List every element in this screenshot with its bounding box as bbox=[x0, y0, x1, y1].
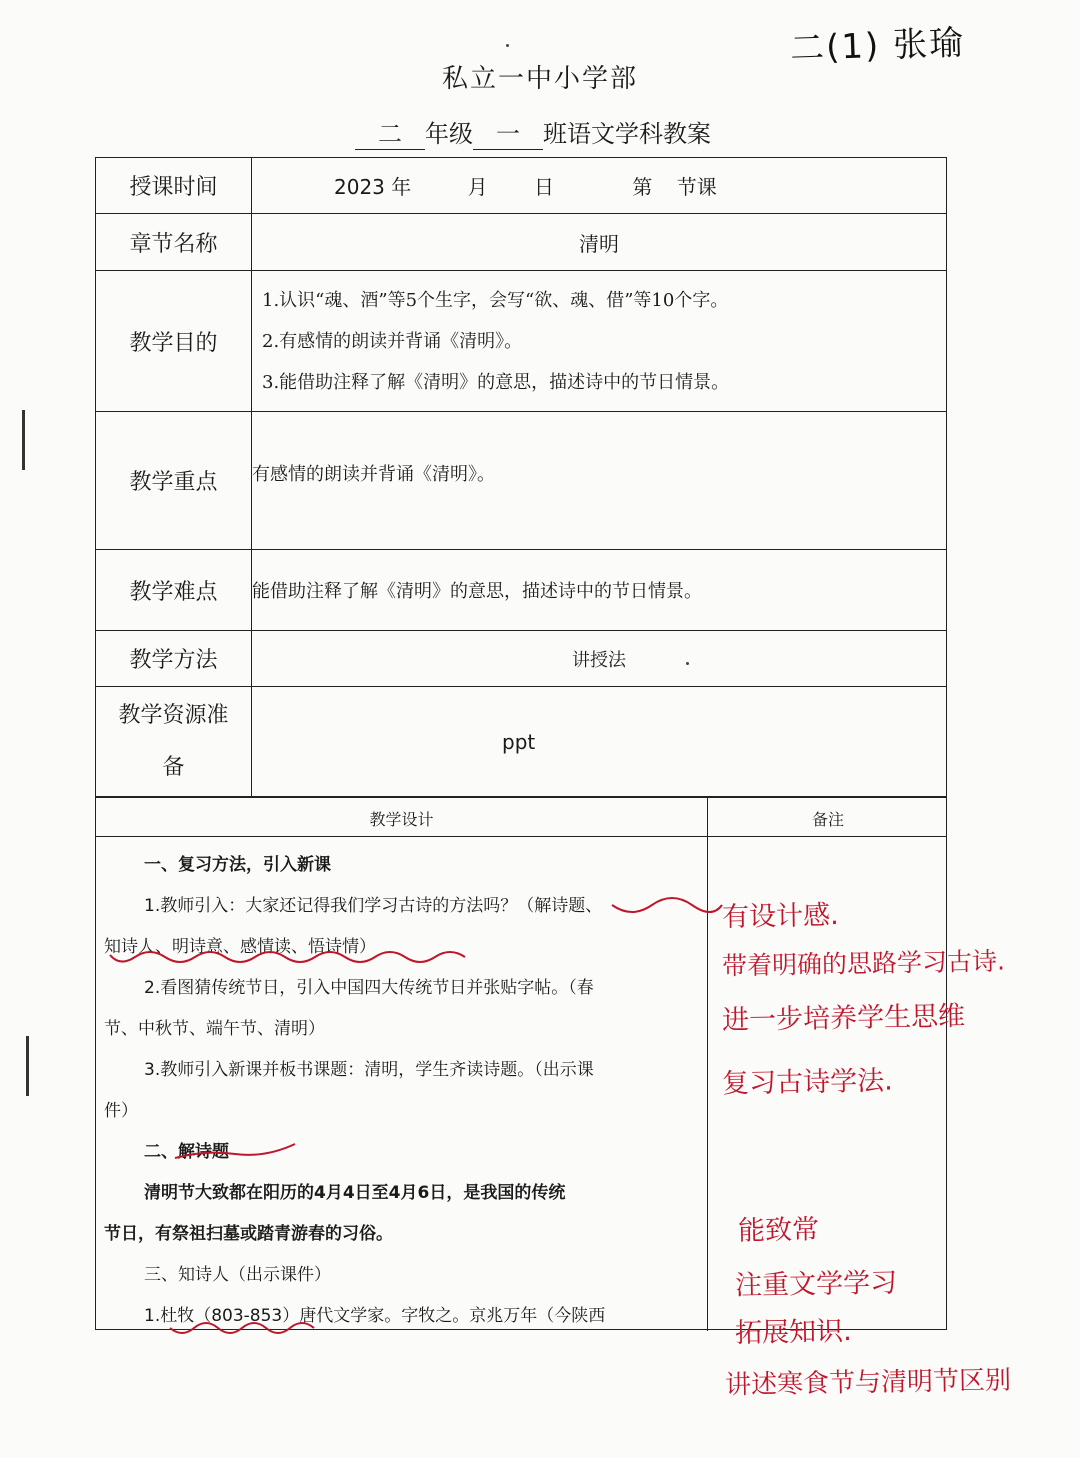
margin-mark bbox=[26, 1036, 29, 1096]
method-value: 讲授法 bbox=[252, 631, 947, 687]
row-method bbox=[96, 631, 947, 687]
objective-item: 1.认识“魂、酒”等5个生字，会写“欲、魂、借”等10个字。 bbox=[262, 289, 729, 311]
time-month: 月 bbox=[467, 175, 488, 199]
design-body bbox=[104, 845, 700, 1337]
handwritten-note: 有设计感. bbox=[721, 899, 839, 934]
method-label: 教学方法 bbox=[96, 631, 252, 687]
row-chapter bbox=[96, 214, 947, 271]
design-line: 二、解诗题 bbox=[144, 1142, 229, 1162]
design-line: 一、复习方法，引入新课 bbox=[144, 855, 331, 875]
chapter-value: 清明 bbox=[252, 214, 947, 271]
handwritten-note: 讲述寒食节与清明节区别 bbox=[724, 1365, 1012, 1401]
row-difficulties bbox=[96, 550, 947, 631]
class-blank: 一 bbox=[473, 114, 543, 150]
handwritten-note: 进一步培养学生思维 bbox=[721, 1000, 966, 1037]
difficulties-value: 能借助注释了解《清明》的意思，描述诗中的节日情景。 bbox=[252, 550, 947, 631]
handwritten-note: 复习古诗学法. bbox=[721, 1065, 893, 1100]
time-day: 日 bbox=[533, 175, 554, 199]
design-line: 三、知诗人（出示课件） bbox=[144, 1265, 331, 1285]
resources-label-line2: 备 bbox=[162, 755, 185, 780]
resources-value: ppt bbox=[252, 687, 947, 798]
time-year: 2023 年 bbox=[334, 175, 412, 199]
chapter-label: 章节名称 bbox=[96, 214, 252, 271]
design-header-notes: 备注 bbox=[811, 810, 844, 829]
design-header-main: 教学设计 bbox=[369, 810, 434, 829]
design-line: 2.看图猜传统节日，引入中国四大传统节日并张贴字帖。（春 bbox=[144, 978, 594, 998]
design-header bbox=[96, 797, 946, 837]
handwritten-note: 拓展知识. bbox=[734, 1315, 852, 1350]
time-value bbox=[252, 158, 947, 214]
objectives-label: 教学目的 bbox=[96, 271, 252, 412]
scan-dot bbox=[506, 44, 509, 47]
resources-label bbox=[96, 687, 252, 798]
difficulties-label: 教学难点 bbox=[96, 550, 252, 631]
design-line: 件） bbox=[104, 1101, 138, 1121]
handwritten-class-name: 二(1) 张瑜 bbox=[789, 22, 966, 70]
objective-item: 3.能借助注释了解《清明》的意思，描述诗中的节日情景。 bbox=[262, 371, 730, 393]
objectives-value bbox=[252, 271, 947, 412]
class-label: 班语文学科教案 bbox=[543, 120, 711, 148]
time-period-suffix: 节课 bbox=[676, 175, 717, 199]
design-line: 节、中秋节、端午节、清明） bbox=[104, 1019, 325, 1039]
objective-item: 2.有感情的朗读并背诵《清明》。 bbox=[262, 330, 523, 352]
design-line: 1.杜牧（803-853）唐代文学家。字牧之。京兆万年（今陕西 bbox=[144, 1306, 606, 1326]
school-title: 私立一中小学部 bbox=[441, 64, 638, 94]
handwritten-note: 能致常 bbox=[737, 1214, 820, 1247]
row-time bbox=[96, 158, 947, 214]
design-line: 知诗人、明诗意、感情读、悟诗情） bbox=[104, 937, 376, 957]
design-line: 清明节大致都在阳历的4月4日至4月6日，是我国的传统 bbox=[144, 1183, 566, 1203]
subtitle bbox=[355, 114, 711, 150]
column-divider bbox=[707, 797, 708, 1331]
row-resources bbox=[96, 687, 947, 798]
margin-mark bbox=[22, 410, 25, 470]
time-period: 第 bbox=[632, 175, 653, 199]
time-label: 授课时间 bbox=[96, 158, 252, 214]
key-points-value: 有感情的朗读并背诵《清明》。 bbox=[252, 412, 947, 550]
design-line: 节日，有祭祖扫墓或踏青游春的习俗。 bbox=[104, 1224, 393, 1244]
handwritten-note: 带着明确的思路学习古诗. bbox=[721, 946, 1006, 981]
scan-dot bbox=[686, 662, 689, 665]
row-objectives bbox=[96, 271, 947, 412]
grade-label: 年级 bbox=[425, 120, 473, 148]
row-key-points bbox=[96, 412, 947, 550]
lesson-info-table bbox=[95, 157, 947, 798]
grade-blank: 二 bbox=[355, 114, 425, 150]
design-line: 3.教师引入新课并板书课题：清明，学生齐读诗题。（出示课 bbox=[144, 1060, 594, 1080]
handwritten-note: 注重文学学习 bbox=[734, 1267, 898, 1302]
resources-label-line1: 教学资源准 bbox=[118, 703, 229, 728]
key-points-label: 教学重点 bbox=[96, 412, 252, 550]
design-line: 1.教师引入：大家还记得我们学习古诗的方法吗？（解诗题、 bbox=[144, 896, 603, 916]
